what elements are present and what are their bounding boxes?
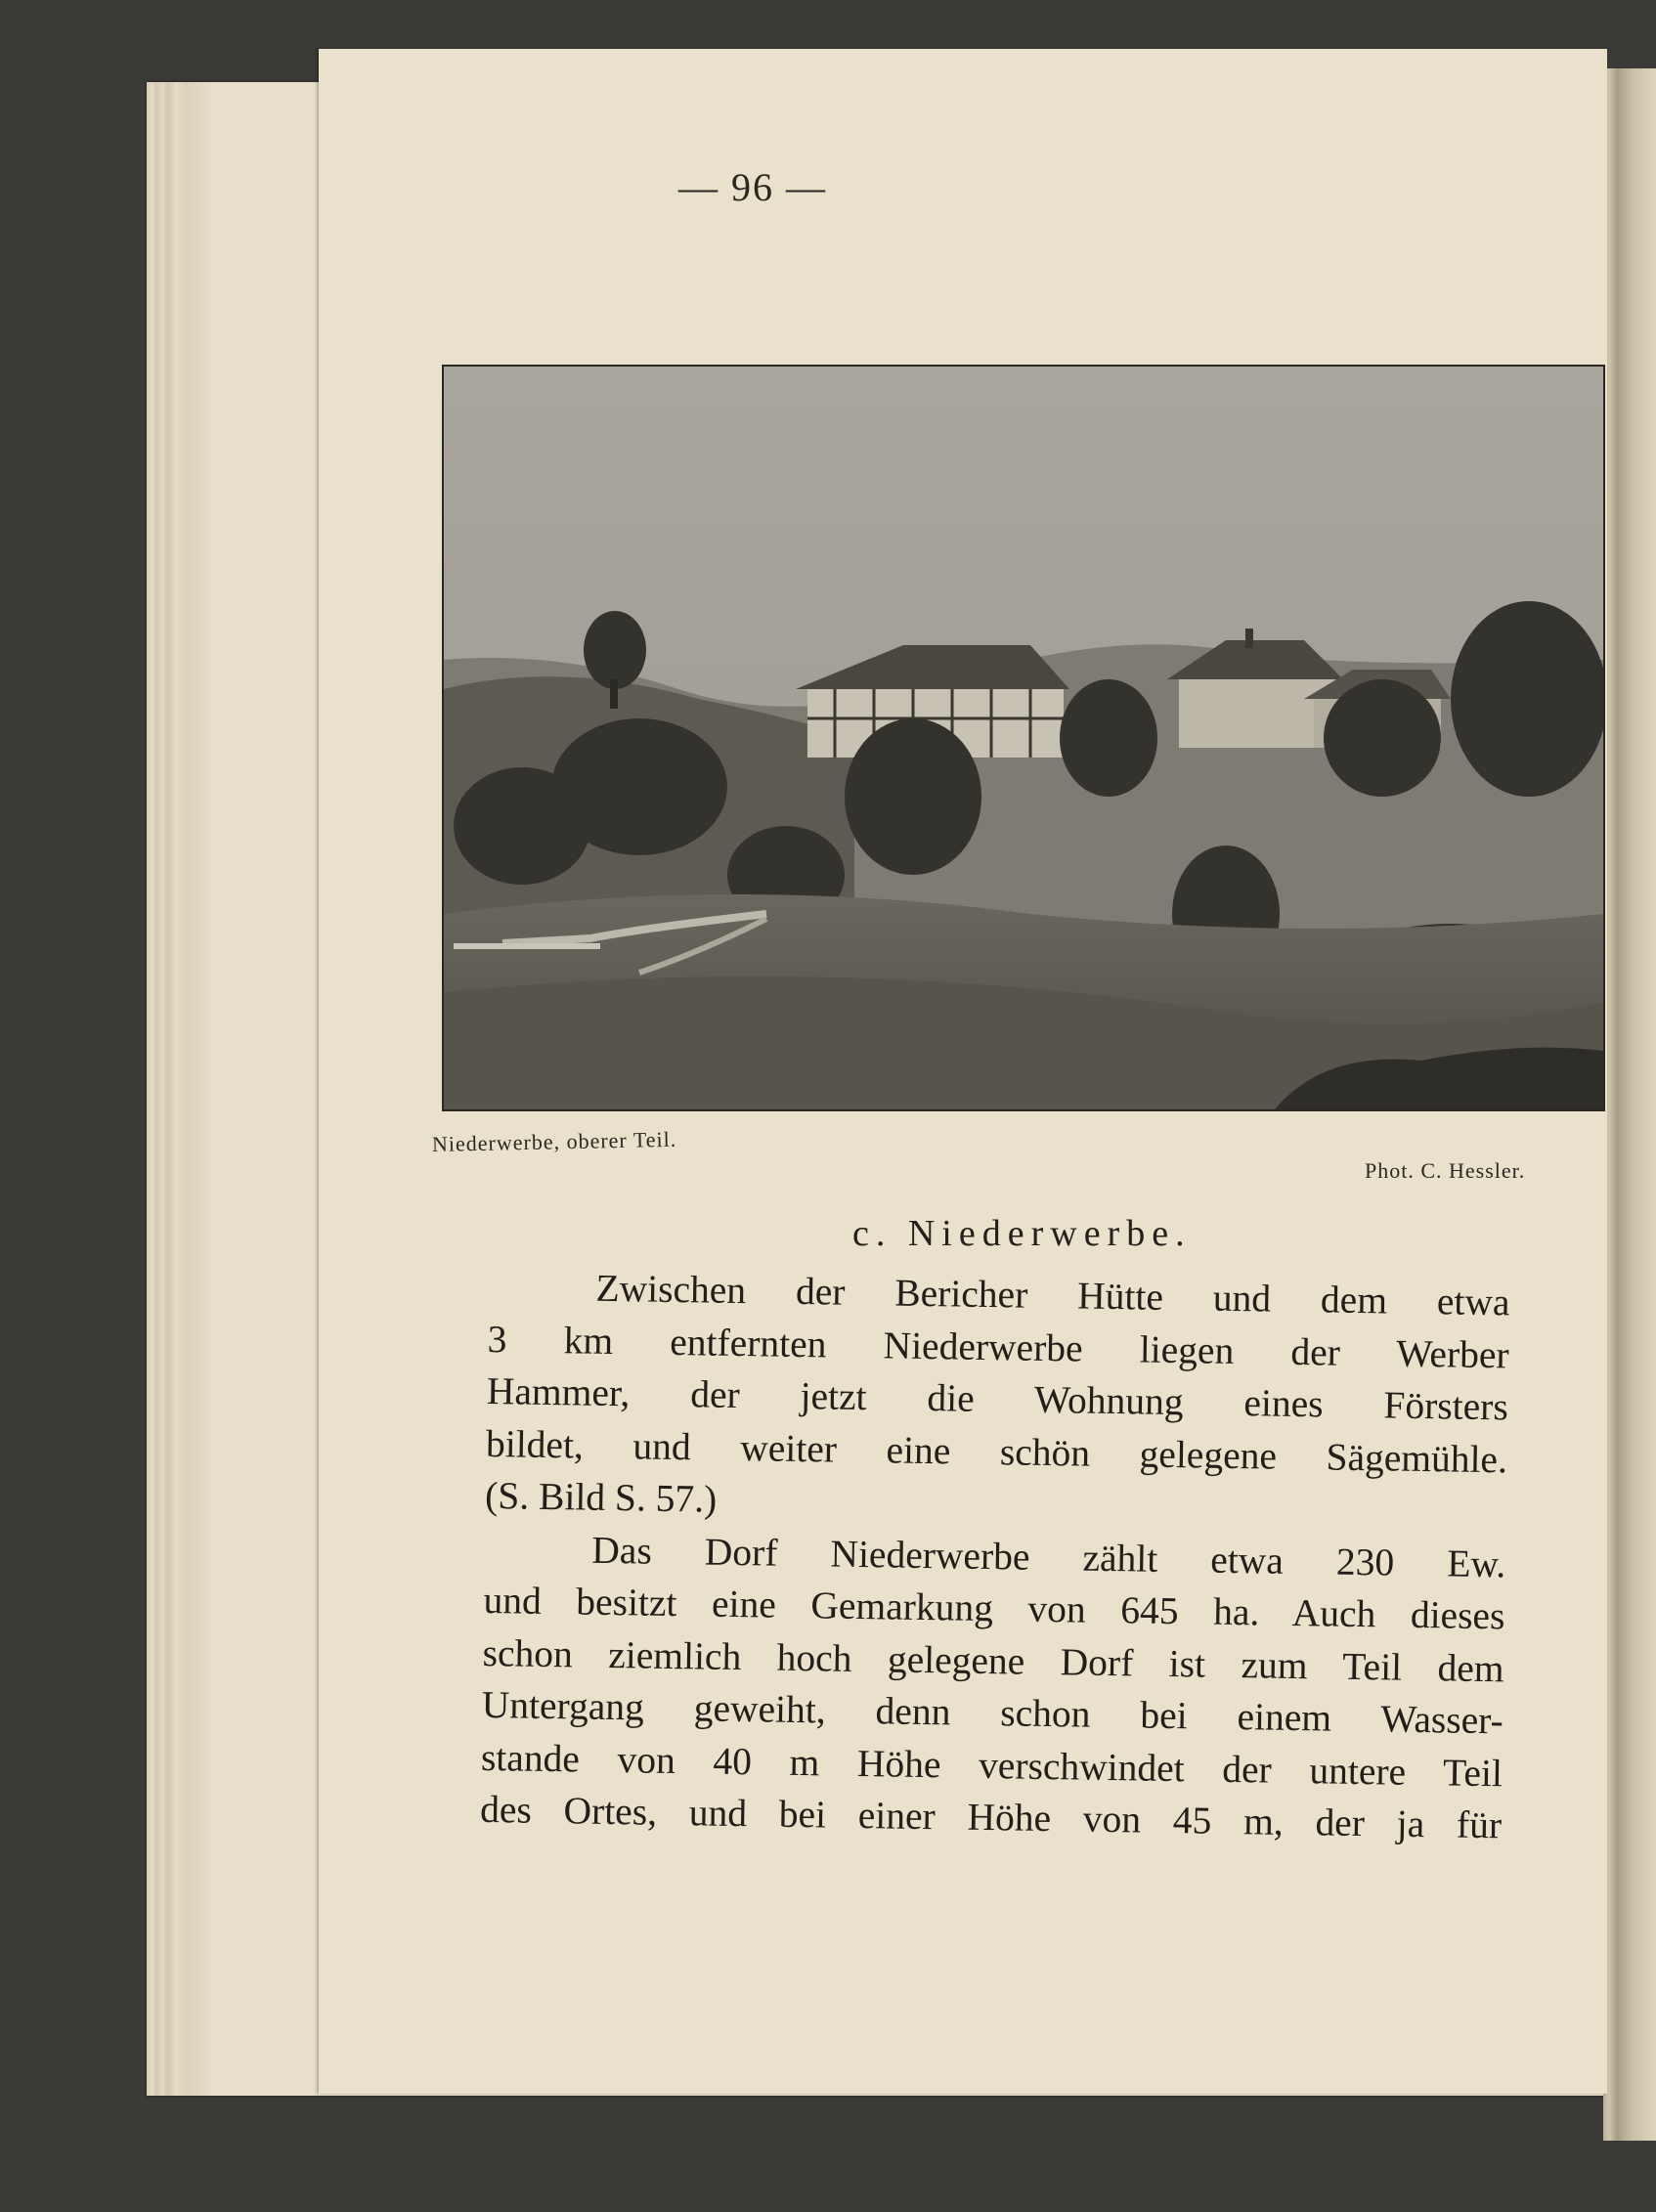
body-text	[480, 1261, 1510, 1852]
text-line: und besitzt eine Gemarkung von 645 ha. Auch dieses	[483, 1578, 1505, 1638]
text-line: bildet, und weiter eine schön gelegene Sägemühle.	[485, 1421, 1508, 1481]
photo-credit: Phot. C. Hessler.	[1365, 1158, 1526, 1183]
text-line: schon ziemlich hoch gelegene Dorf ist zum Teil dem	[482, 1630, 1504, 1690]
text-line: Untergang geweiht, denn schon bei einem Wasser-	[481, 1682, 1504, 1743]
landscape-photo	[444, 367, 1603, 1109]
text-line: des Ortes, und bei einer Höhe von 45 m, der ja für	[479, 1787, 1503, 1847]
text-line: Das Dorf Niederwerbe zählt etwa 230 Ew.	[591, 1528, 1506, 1585]
paragraph-2	[480, 1522, 1506, 1851]
photograph	[442, 365, 1605, 1111]
page-number: — 96 —	[678, 165, 827, 209]
text-line: Hammer, der jetzt die Wohnung eines Försters	[486, 1368, 1509, 1429]
book-gutter	[1603, 68, 1656, 2141]
text-line: Zwischen der Bericher Hütte und dem etwa	[595, 1266, 1510, 1324]
text-line: (S. Bild S. 57.)	[484, 1473, 718, 1521]
text-line: 3 km entfernten Niederwerbe liegen der Werber	[487, 1317, 1509, 1376]
section-heading: c. Niederwerbe.	[852, 1213, 1192, 1254]
paragraph-1	[485, 1261, 1510, 1539]
text-line: stande von 40 m Höhe verschwindet der untere Teil	[480, 1735, 1503, 1795]
photo-caption: Niederwerbe, oberer Teil.	[431, 1126, 677, 1156]
